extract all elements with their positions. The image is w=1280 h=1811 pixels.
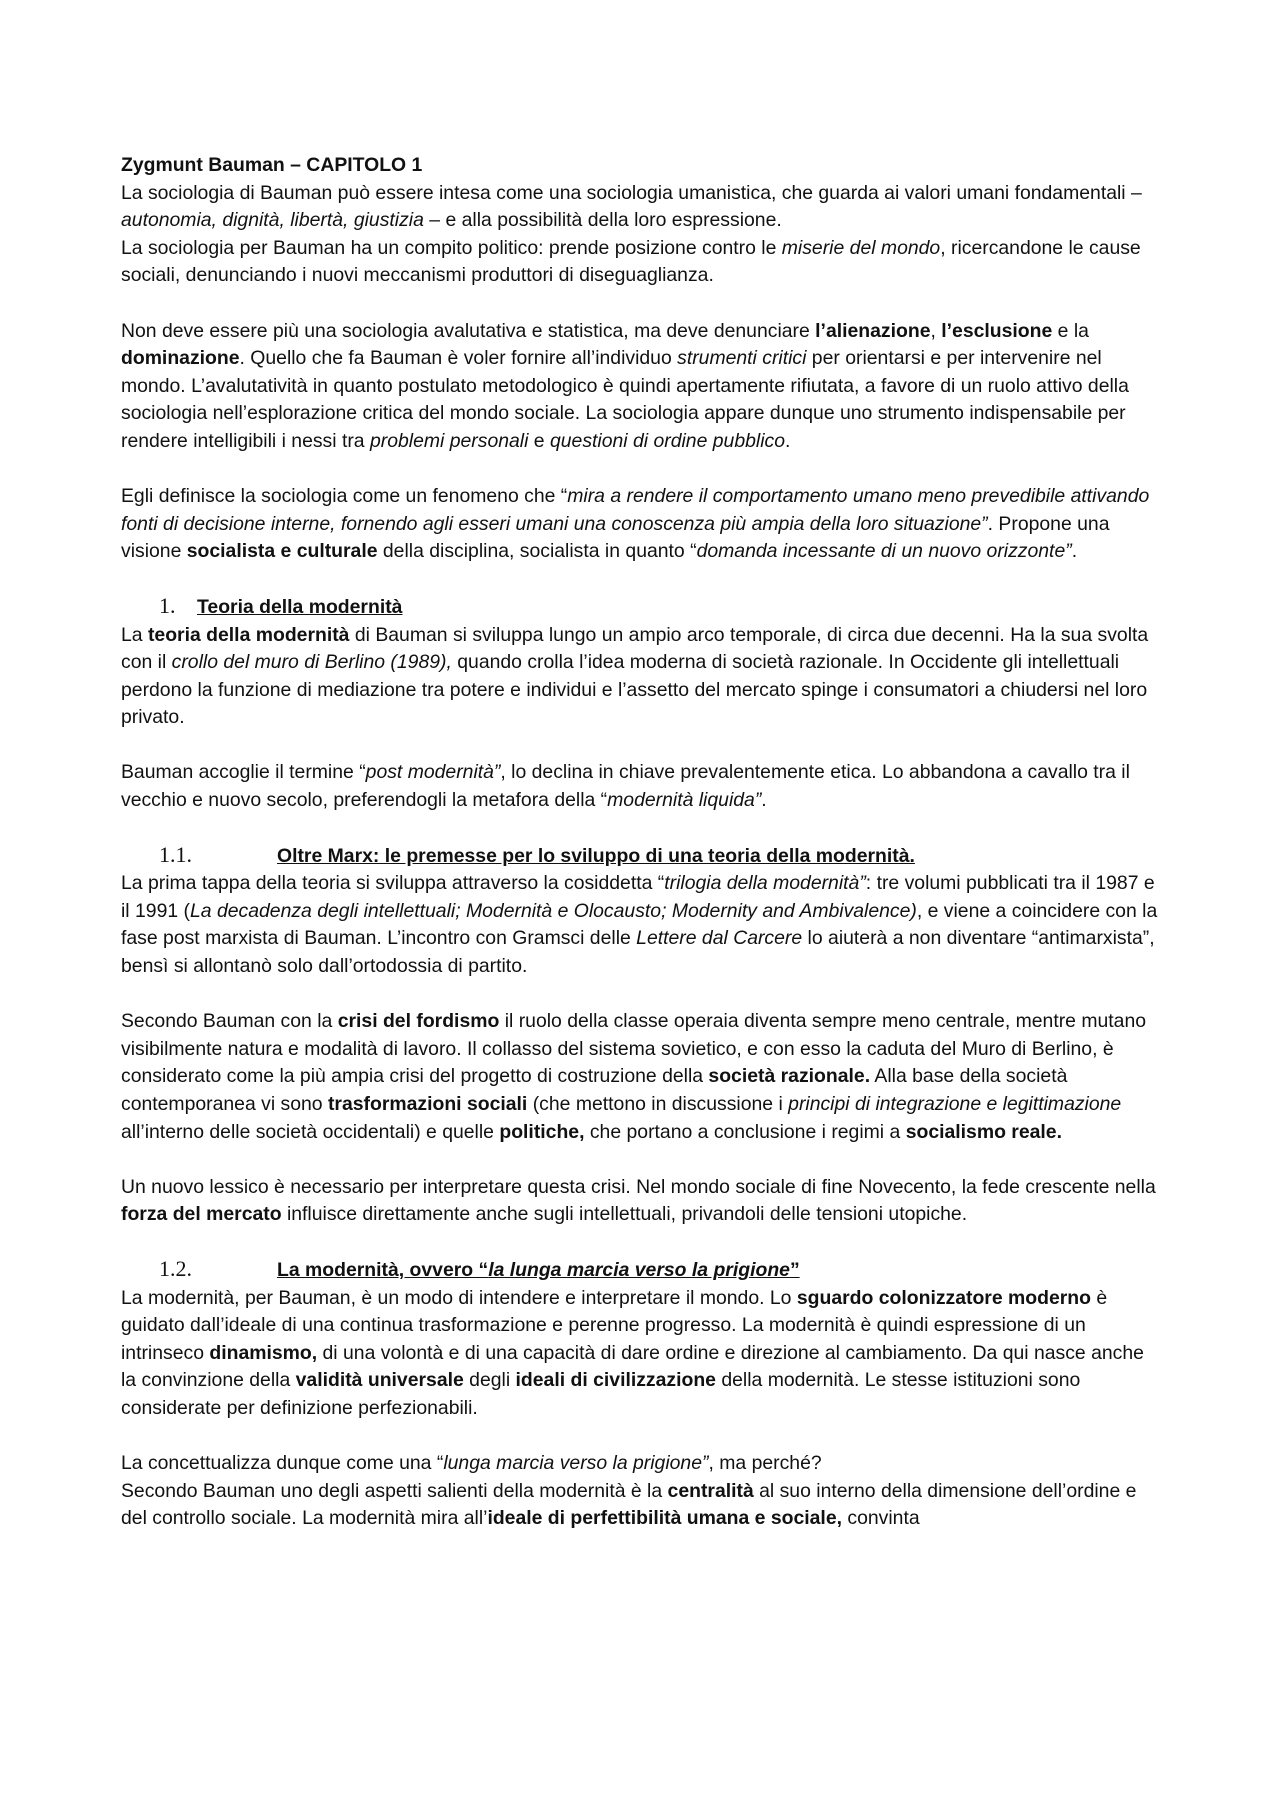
text-run: La prima tappa della teoria si sviluppa attraverso la cosiddetta “ [121,872,665,895]
text-run: Lettere dal Carcere [636,927,803,950]
text-run: La concettualizza dunque come una “ [121,1452,444,1475]
section-1-2-heading [121,1255,1160,1285]
text-run: l’alienazione [815,319,931,342]
text-run: politiche, [499,1120,585,1143]
text-run: questioni di ordine pubblico [549,429,785,452]
text-run: la lunga marcia verso la prigione [488,1258,790,1281]
text-run: trilogia della modernità” [664,872,866,895]
text-run: . [785,429,791,452]
section-1-number: 1. [159,592,176,618]
text-run: forza del mercato [121,1203,282,1226]
intro-paragraph-4 [121,483,1160,566]
text-run: centralità [667,1479,754,1502]
text-run: . Quello che fa Bauman è voler fornire all’individuo [239,347,678,370]
text-run: , ma perché? [708,1452,822,1475]
text-run: per orientarsi e per intervenire nel mondo. L’avalutatività in quanto postulato metodologico è quindi apertamente rifiutata, a favore di un ruolo attivo della sociologia nell’esplorazione critica del mondo sociale. La sociologia appare dunque uno strumento indispensabile per rendere intelligibili i nessi tra [121,347,1129,452]
text-run: post modernità” [365,761,501,784]
section-1-2-title [277,1257,800,1285]
text-run: crisi del fordismo [337,1010,500,1033]
text-run: Secondo Bauman uno degli aspetti salienti della modernità è la [121,1479,668,1502]
section-1-2-paragraph-1 [121,1285,1160,1423]
text-run: quando crolla l’idea moderna di società razionale. In Occidente gli intellettuali perdono la funzione di mediazione tra potere e individui e l’assetto del mercato spinge i consumatori a chiudersi nel loro privato. [121,651,1148,729]
text-run: all’interno delle società occidentali) e quelle [121,1120,500,1143]
text-run: sguardo colonizzatore moderno [796,1286,1091,1309]
text-run: , lo declina in chiave prevalentemente etica. Lo abbandona a cavallo tra il vecchio e nuovo secolo, preferendogli la metafora della “ [121,761,1130,812]
section-1-1-title: Oltre Marx: le premesse per lo sviluppo di una teoria della modernità. [277,844,915,867]
text-run: influisce direttamente anche sugli intellettuali, privandoli delle tensioni utopiche. [281,1203,968,1226]
intro-paragraph-2 [121,235,1160,290]
text-run: dinamismo, [209,1341,318,1364]
text-run: Bauman accoglie il termine “ [121,761,366,784]
text-run: . Propone una visione [121,512,1110,563]
text-run: degli [463,1369,516,1392]
intro-paragraph-3 [121,318,1160,456]
text-run: al suo interno della dimensione dell’ordine e del controllo sociale. La modernità mira all’ [121,1479,1137,1530]
section-1-1-paragraph-3 [121,1174,1160,1229]
section-1-1-paragraph-1 [121,870,1160,980]
text-run: : tre volumi pubblicati tra il 1987 e il 1991 ( [121,872,1155,922]
section-1-paragraph-1 [121,622,1160,732]
text-run: miserie del mondo [781,236,941,259]
text-run: ideale di perfettibilità umana e sociale, [487,1507,842,1530]
section-1-heading [121,592,1160,622]
text-run: Egli definisce la sociologia come un fenomeno che “ [121,485,568,508]
section-1-2-paragraph-3 [121,1478,1160,1533]
text-run: La [121,623,148,646]
text-run: principi di integrazione e legittimazione [788,1093,1122,1115]
text-run: di Bauman si sviluppa lungo un ampio arco temporale, di circa due decenni. Ha la sua svolta con il [121,623,1149,674]
text-run: La sociologia per Bauman ha un compito politico: prende posizione contro le [121,236,782,259]
text-run: della disciplina, socialista in quanto “ [377,540,697,563]
text-run: autonomia, dignità, libertà, giustizia [121,209,424,232]
text-run: lunga marcia verso la prigione” [443,1452,709,1475]
text-run: La decadenza degli intellettuali; Modernità e Olocausto; Modernity and Ambivalence) [190,899,917,922]
section-1-1-paragraph-2 [121,1008,1160,1146]
text-run: Non deve essere più una sociologia avalutativa e statistica, ma deve denunciare [121,319,816,342]
text-run: e la [1052,319,1089,342]
text-run: che portano a conclusione i regimi a [584,1120,906,1143]
section-1-title: Teoria della modernità [197,595,403,618]
text-run: di una volontà e di una capacità di dare ordine e direzione al cambiamento. Da qui nasce anche la convinzione della [121,1341,1144,1392]
text-run: validità universale [295,1369,464,1392]
text-run: della modernità. Le stesse istituzioni sono considerate per definizione perfezionabili. [121,1369,1081,1419]
text-run: lo aiuterà a non diventare “antimarxista”, bensì si allontanò solo dall’ortodossia di partito. [121,927,1155,978]
intro-paragraph-1 [121,180,1160,235]
text-run: dominazione [121,347,240,370]
text-run: (che mettono in discussione i [527,1093,789,1115]
text-run: Alla base della società contemporanea vi sono [121,1065,1068,1115]
text-run: crollo del muro di Berlino (1989), [171,651,452,674]
text-run: il ruolo della classe operaia diventa sempre meno centrale, mentre mutano visibilmente natura e modalità di lavoro. Il collasso del sistema sovietico, e con esso la caduta del Muro di Berlino, è considerato come la più ampia crisi del progetto di costruzione della [121,1010,1147,1088]
text-run: . [761,789,767,812]
document-title: Zygmunt Bauman – CAPITOLO 1 [121,154,423,176]
text-run: socialista e culturale [186,540,378,563]
text-run: socialismo reale. [905,1120,1062,1143]
text-run: società razionale. [708,1065,871,1088]
text-run: trasformazioni sociali [327,1093,528,1115]
section-1-paragraph-2 [121,759,1160,814]
text-run: modernità liquida” [607,789,762,812]
text-run: ideali di civilizzazione [515,1369,716,1392]
text-run: problemi personali [369,429,529,452]
text-run: mira a rendere il comportamento umano meno prevedibile attivando fonti di decisione interne, fornendo agli esseri umani una conoscenza più ampia della loro situazione” [121,485,1150,535]
section-1-2-paragraph-2 [121,1450,1160,1478]
text-run: , ricercandone le cause sociali, denunciando i nuovi meccanismi produttori di diseguaglianza. [121,236,1141,287]
section-1-2-number: 1.2. [159,1255,192,1281]
text-run: – e alla possibilità della loro espressione. [423,209,782,232]
text-run: strumenti critici [677,347,807,370]
section-1-1-heading [121,841,1160,871]
text-run: ” [789,1258,800,1281]
text-run: Un nuovo lessico è necessario per interpretare questa crisi. Nel mondo sociale di fine Novecento, la fede crescente nella [121,1175,1156,1198]
text-run: teoria della modernità [147,623,350,646]
text-run: convinta [842,1507,920,1530]
text-run: La modernità, ovvero “ [277,1258,489,1281]
text-run: Secondo Bauman con la [121,1010,338,1033]
text-run: , [930,319,942,342]
text-run: e [528,429,550,452]
text-run: , e viene a coincidere con la fase post marxista di Bauman. L’incontro con Gramsci delle [121,899,1158,950]
text-run: . [1071,540,1078,563]
text-run: l’esclusione [941,319,1053,342]
text-run: La modernità, per Bauman, è un modo di intendere e interpretare il mondo. Lo [121,1286,797,1309]
section-1-1-number: 1.1. [159,841,192,867]
text-run: è guidato dall’ideale di una continua trasformazione e perenne progresso. La modernità è quindi espressione di un intrinseco [121,1286,1108,1364]
text-run: domanda incessante di un nuovo orizzonte” [696,540,1072,563]
text-run: La sociologia di Bauman può essere intesa come una sociologia umanistica, che guarda ai valori umani fondamentali – [121,181,1142,204]
